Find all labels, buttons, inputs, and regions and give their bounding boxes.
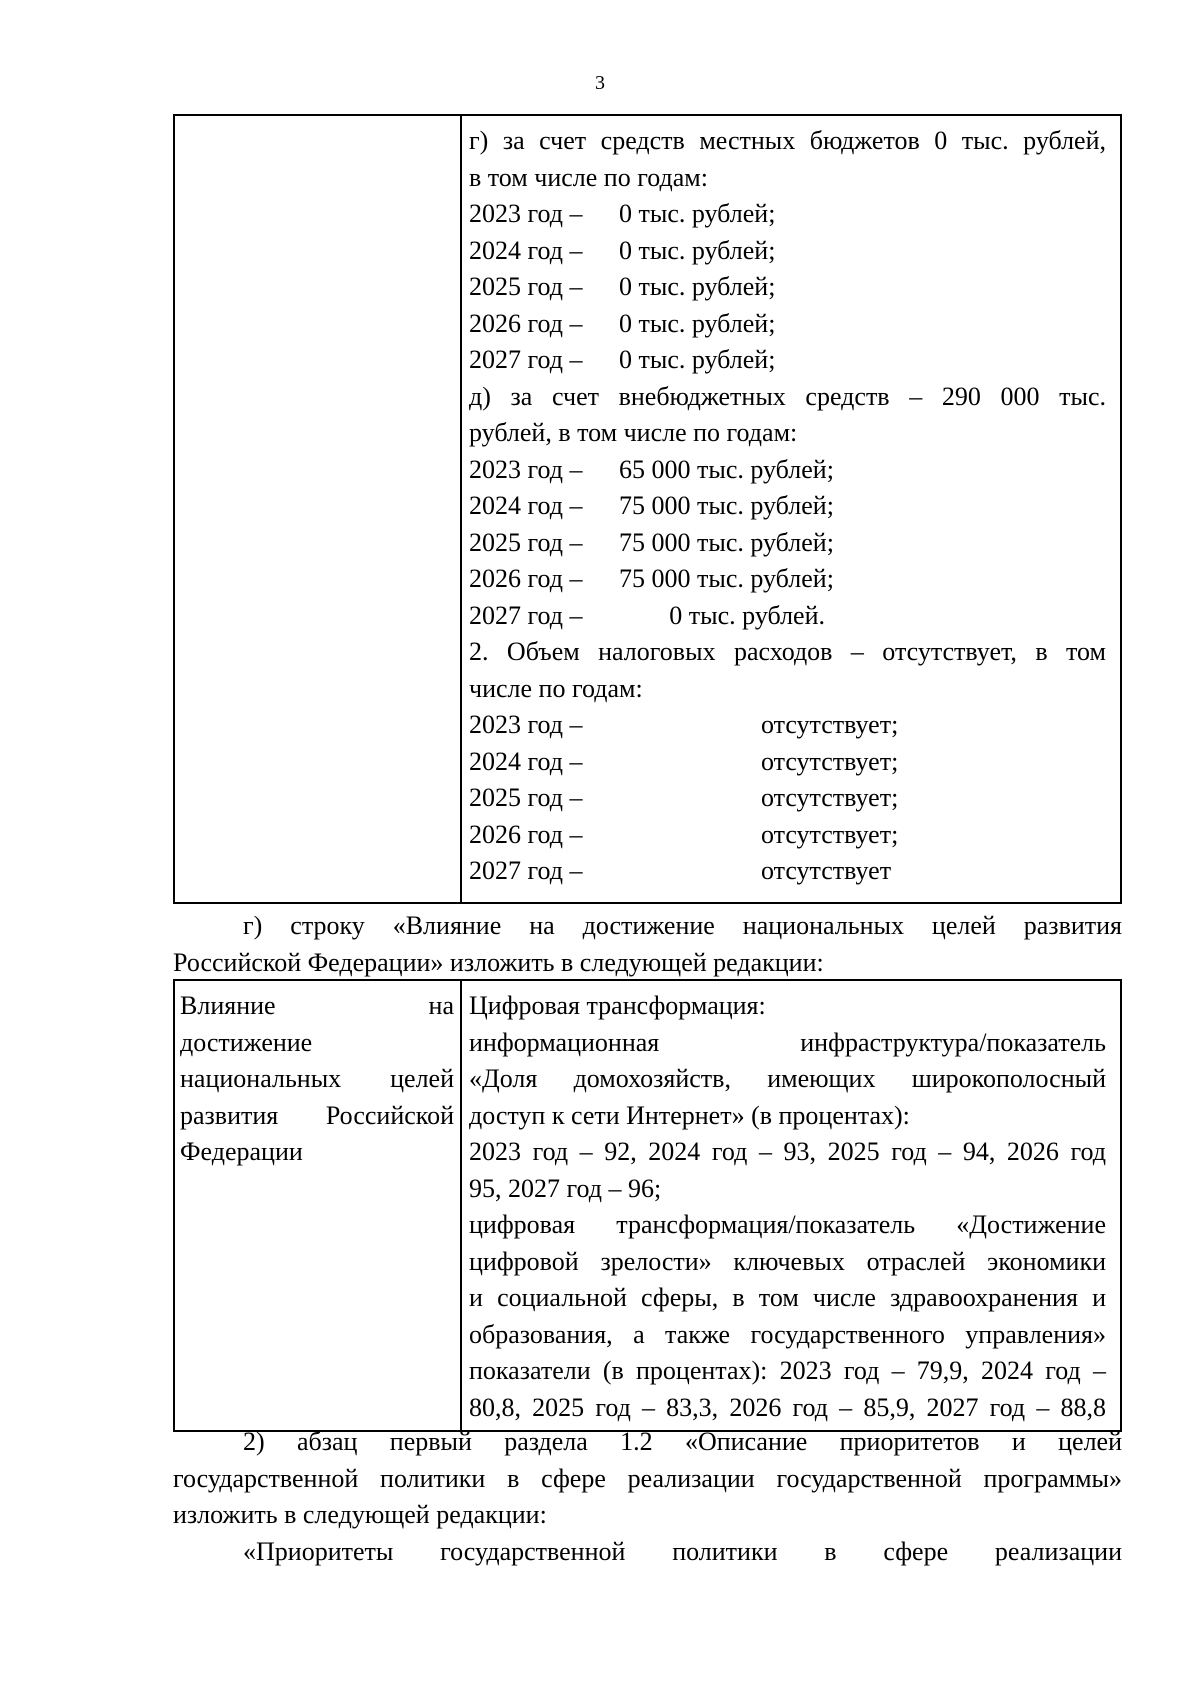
year-label: 2023 год – <box>469 710 583 739</box>
value-line: 80,8, 2025 год – 83,3, 2026 год – 85,9, 2027 год – 88,8 <box>469 1392 1106 1422</box>
value-line: информационная инфраструктура/показатель <box>469 1027 1106 1057</box>
year-label: 2026 год – <box>469 308 583 338</box>
local-year-row <box>469 342 1106 379</box>
amount-value: 0 тыс. рублей; <box>619 235 776 265</box>
year-label: 2026 год – <box>469 564 583 593</box>
amount-value: 75 000 тыс. рублей; <box>619 491 834 520</box>
absence-value: отсутствует; <box>761 783 899 812</box>
extra-budget-subheading: рублей, в том числе по годам: <box>469 418 798 447</box>
value-line: «Доля домохозяйств, имеющих широкополосный <box>469 1064 1106 1093</box>
local-budget-heading: г) за счет средств местных бюджетов 0 тыс. рублей, <box>469 126 1106 155</box>
absence-value: отсутствует; <box>761 710 899 739</box>
value-line: цифровая трансформация/показатель «Достижение <box>469 1210 1106 1239</box>
tax-year-row <box>469 780 1106 817</box>
amount-value: 0 тыс. рублей; <box>619 199 776 228</box>
page-number: 3 <box>595 72 605 94</box>
year-label: 2024 год – <box>469 491 583 520</box>
extra-budget-heading: д) за счет внебюджетных средств – 290 000 тыс. <box>469 381 1106 411</box>
tax-expenses-subheading: числе по годам: <box>469 673 643 703</box>
label-line: развития Российской <box>180 1100 454 1130</box>
local-year-row <box>469 233 1106 270</box>
extra-year-row <box>469 561 1106 598</box>
extra-year-row <box>469 452 1106 489</box>
funding-table <box>173 114 1122 904</box>
paragraph-2 <box>173 1424 1122 1570</box>
tax-year-row <box>469 853 1106 890</box>
extra-year-row <box>469 488 1106 525</box>
year-label: 2025 год – <box>469 527 583 557</box>
paragraph-line: г) строку «Влияние на достижение национальных целей развития <box>243 911 1122 940</box>
value-line: образования, а также государственного управления» <box>469 1319 1106 1349</box>
absence-value: отсутствует; <box>761 746 899 776</box>
absence-value: отсутствует; <box>761 819 899 849</box>
year-label: 2025 год – <box>469 272 583 301</box>
year-label: 2024 год – <box>469 235 583 265</box>
funding-table-right-cell <box>461 115 1121 903</box>
amount-value: 0 тыс. рублей; <box>619 345 776 374</box>
year-label: 2025 год – <box>469 783 583 812</box>
value-line: доступ к сети Интернет» (в процентах): <box>469 1100 910 1130</box>
amount-value: 0 тыс. рублей; <box>619 272 776 301</box>
extra-year-row <box>469 525 1106 562</box>
value-line: цифровой зрелости» ключевых отраслей экономики <box>469 1246 1106 1276</box>
year-label: 2027 год – <box>469 856 583 885</box>
local-year-row <box>469 196 1106 233</box>
local-year-row <box>469 306 1106 343</box>
year-label: 2024 год – <box>469 746 583 776</box>
amount-value: 0 тыс. рублей; <box>619 308 776 338</box>
amount-value: 65 000 тыс. рублей; <box>619 454 834 484</box>
value-line: показатели (в процентах): 2023 год – 79,9, 2024 год – <box>469 1356 1106 1385</box>
extra-year-row <box>469 598 1106 635</box>
paragraph-line: 2) абзац первый раздела 1.2 «Описание приоритетов и целей <box>243 1427 1122 1456</box>
absence-value: отсутствует <box>761 856 892 885</box>
paragraph-line: государственной политики в сфере реализации государственной программы» <box>173 1463 1122 1493</box>
year-label: 2027 год – <box>469 345 583 374</box>
paragraph-line: изложить в следующей редакции: <box>173 1500 547 1529</box>
paragraph-g <box>173 908 1122 981</box>
value-line: 95, 2027 год – 96; <box>469 1173 662 1203</box>
local-year-row <box>469 269 1106 306</box>
local-budget-subheading: в том числе по годам: <box>469 162 708 192</box>
label-line: Федерации <box>180 1137 303 1166</box>
tax-year-row <box>469 707 1106 744</box>
year-label: 2027 год – <box>469 600 583 630</box>
national-goals-table <box>173 979 1122 1432</box>
paragraph-line: Российской Федерации» изложить в следующей редакции: <box>173 947 824 977</box>
national-goals-value-cell <box>461 980 1121 1431</box>
value-line: Цифровая трансформация: <box>469 991 766 1020</box>
value-line: и социальной сферы, в том числе здравоохранения и <box>469 1283 1106 1312</box>
tax-expenses-heading: 2. Объем налоговых расходов – отсутствует, в том <box>469 637 1106 666</box>
amount-value: 75 000 тыс. рублей; <box>619 527 834 557</box>
amount-value: 0 тыс. рублей. <box>669 600 825 630</box>
tax-year-row <box>469 744 1106 781</box>
amount-value: 75 000 тыс. рублей; <box>619 564 834 593</box>
label-line: Влияние на <box>180 991 454 1020</box>
paragraph-line: «Приоритеты государственной политики в сфере реализации <box>243 1536 1122 1566</box>
label-line: достижение <box>180 1027 313 1057</box>
year-label: 2026 год – <box>469 819 583 849</box>
label-line: национальных целей <box>180 1064 454 1093</box>
year-label: 2023 год – <box>469 199 583 228</box>
tax-year-row <box>469 817 1106 854</box>
value-line: 2023 год – 92, 2024 год – 93, 2025 год – 94, 2026 год <box>469 1137 1106 1166</box>
national-goals-label-cell <box>174 980 461 1431</box>
funding-table-left-cell <box>174 115 461 903</box>
year-label: 2023 год – <box>469 454 583 484</box>
